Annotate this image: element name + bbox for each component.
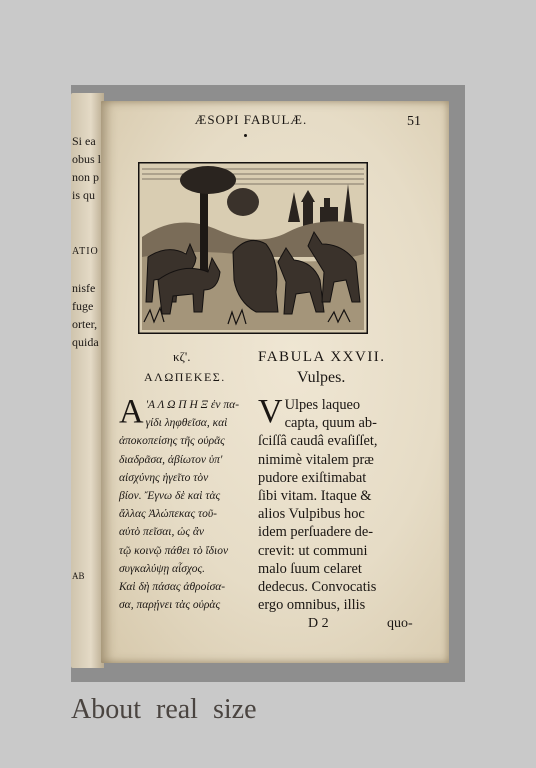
latin-dropcap: V [258,393,283,430]
latin-text-column [258,393,408,614]
latin-line: Ulpes laqueo [284,397,361,413]
greek-fable-title: ΑΛΩΠΕΚΕΣ. [144,370,226,384]
book-photo [71,85,465,682]
latin-line: capta, quum ab- [284,415,377,432]
signature-mark: D 2 [308,616,329,631]
left-page-fragment: quida [72,335,99,349]
greek-fable-number: κζ'. [173,349,191,364]
left-page-fragment: nisfe [72,281,96,295]
greek-line: αἰσχύνης ἡγεῖτο τὸν [119,471,209,484]
greek-line: διαδρᾶσα, ἀβίωτον ὑπ' [119,453,223,466]
greek-line: 'Α Λ Ω Π Η Ξ ἐν πα- [145,399,240,411]
latin-line: idem perſuadere de- [258,524,374,541]
catchword: quo- [387,616,413,631]
latin-line: malo ſuum celaret [258,560,362,577]
left-page-fragment: AB [72,571,85,581]
left-page-fragment: fuge [72,299,94,313]
left-page-fragment: obus l [72,152,102,166]
running-head: ÆSOPI FABULÆ. [194,112,308,127]
greek-dropcap: Α [119,393,144,430]
greek-line: συγκαλύψῃ αἶσχος. [119,562,206,575]
greek-line: ἀποκοπείσης τῆς οὐρᾶς [119,435,225,448]
greek-line: γίδι ληφθεῖσα, καὶ [145,417,228,430]
latin-line: pudore exiſtimabat [258,469,367,486]
greek-line: σα, παρῄνει τὰς οὐρὰς [119,599,221,612]
greek-line: Καὶ δὴ πάσας ἀθροίσα- [119,581,226,594]
latin-fable-number: FABULA XXVII. [258,349,386,365]
left-page-fragment: is qu [72,188,96,202]
book-page [101,101,449,663]
latin-line: nimimè vitalem præ [258,451,374,468]
woodcut-illustration [138,162,368,334]
greek-line: βίον. Ἔγνω δὲ καὶ τὰς [119,490,221,503]
left-page-edge [71,93,104,668]
latin-line: ſciſſâ caudâ evaſiſſet, [258,433,378,450]
left-page-fragment: non p [72,170,99,184]
latin-line: ſibi vitam. Itaque & [258,488,372,505]
greek-line: τῷ κοινῷ πάθει τὸ ἴδιον [119,544,229,557]
greek-text-column [119,393,251,614]
left-page-fragment: ATIO [72,246,99,257]
page-number: 51 [407,114,421,129]
latin-line: crevit: ut communi [258,542,368,559]
greek-line: ἄλλας Ἀλώπεκας τοῦ- [119,508,217,521]
left-page-fragment: Si ea [72,134,96,148]
latin-fable-title: Vulpes. [297,369,346,386]
caption: About real size [71,694,257,725]
ornament-dot [244,134,247,137]
left-page-fragment: orter, [72,317,98,331]
latin-line: dedecus. Convocatis [258,579,377,596]
latin-line: ergo omnibus, illis [258,597,366,614]
latin-line: alios Vulpibus hoc [258,506,365,523]
greek-line: αὐτὸ πεῖσαι, ὡς ἂν [119,526,204,539]
